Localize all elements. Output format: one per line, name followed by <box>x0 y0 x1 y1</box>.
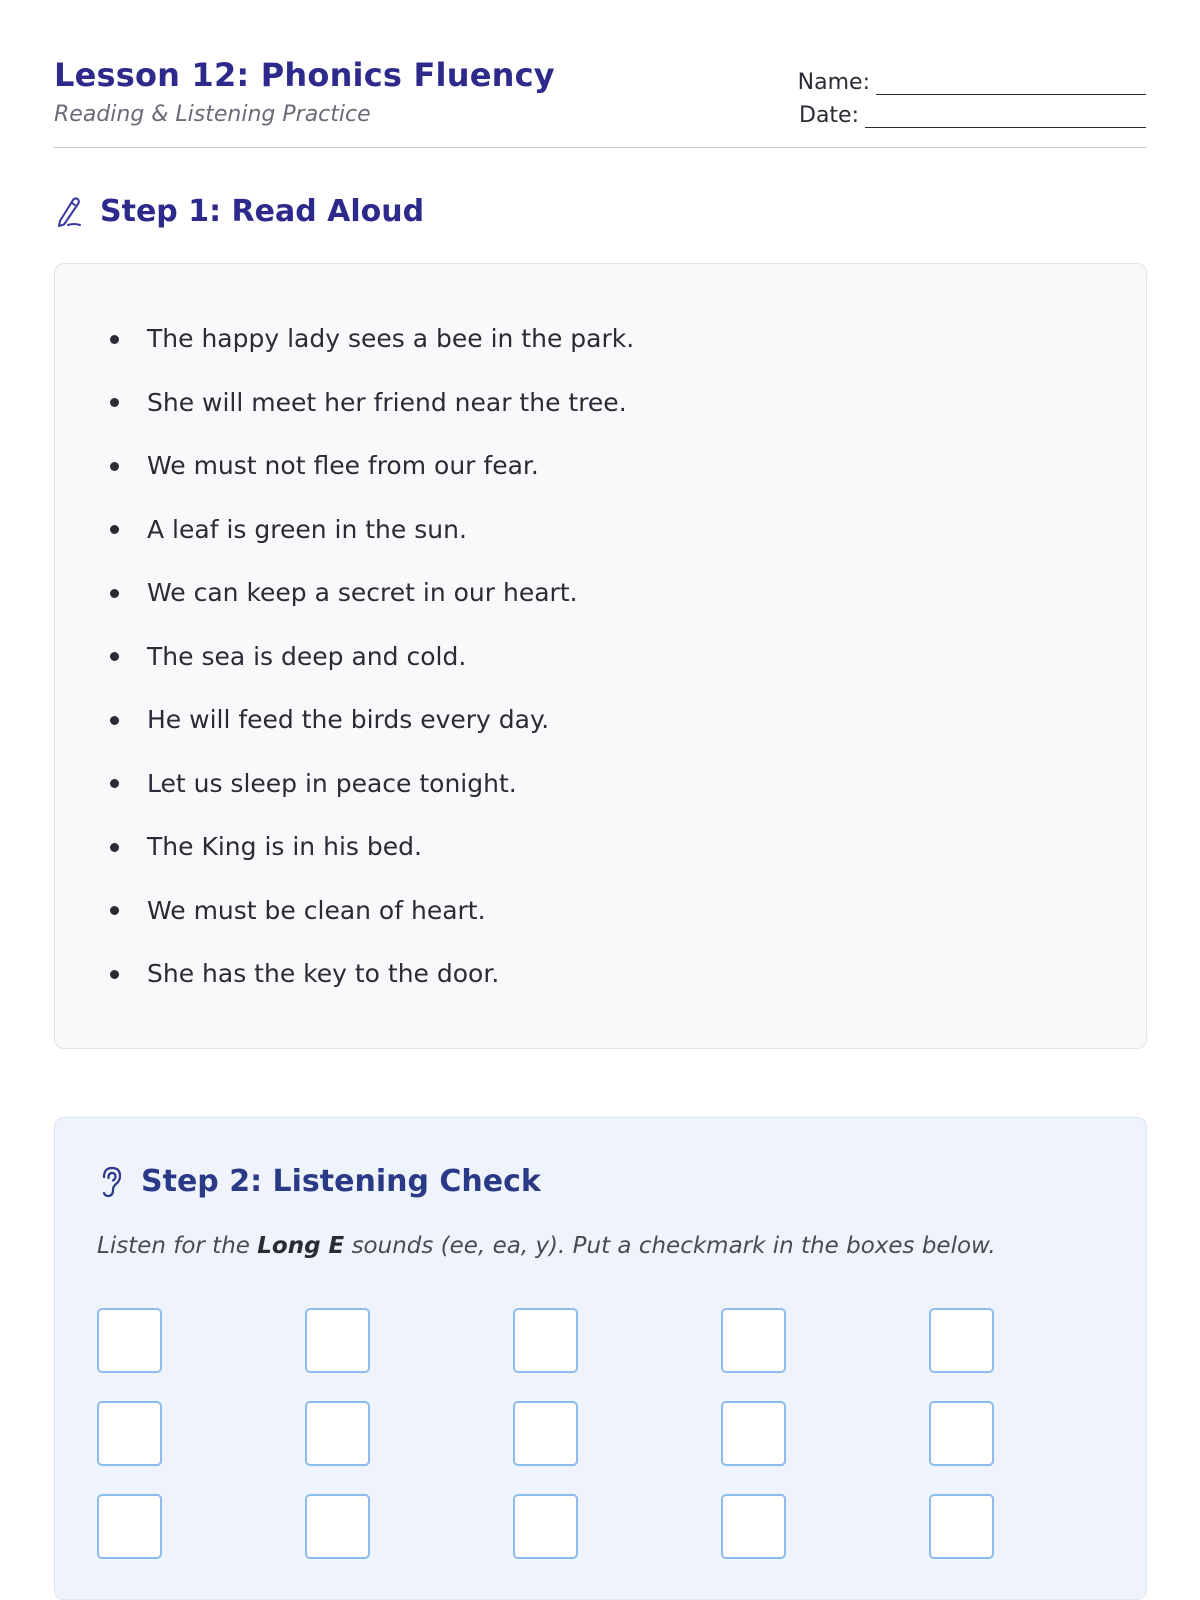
step2-heading <box>97 1164 541 1199</box>
instructions-emphasis: Long E <box>257 1233 345 1259</box>
answer-checkbox[interactable] <box>305 1308 370 1373</box>
bullet-icon <box>110 398 119 407</box>
answer-checkbox[interactable] <box>305 1494 370 1559</box>
answer-checkbox[interactable] <box>513 1308 578 1373</box>
sentence-text: A leaf is green in the sun. <box>147 514 467 544</box>
sentence-text: The King is in his bed. <box>147 832 422 862</box>
sentence-item <box>105 942 634 1006</box>
bullet-icon <box>110 716 119 725</box>
answer-checkbox[interactable] <box>305 1401 370 1466</box>
instructions-text-start: Listen for the <box>97 1233 258 1259</box>
name-field <box>798 70 1146 95</box>
answer-checkbox[interactable] <box>721 1494 786 1559</box>
listening-check-panel <box>54 1117 1147 1600</box>
sentence-text: The happy lady sees a bee in the park. <box>147 324 635 354</box>
answer-checkbox[interactable] <box>721 1401 786 1466</box>
bullet-icon <box>110 652 119 661</box>
date-field <box>799 103 1146 128</box>
sentence-item <box>105 879 634 943</box>
checkbox-grid <box>97 1308 994 1559</box>
bullet-icon <box>110 779 119 788</box>
worksheet-header <box>54 0 1146 148</box>
sentence-text: We can keep a secret in our heart. <box>147 578 578 608</box>
sentence-item <box>105 815 634 879</box>
sentence-text: He will feed the birds every day. <box>147 705 550 735</box>
sentence-list <box>105 307 634 1006</box>
sentence-item <box>105 752 634 816</box>
ear-icon <box>97 1165 125 1199</box>
bullet-icon <box>110 970 119 979</box>
step1-title: Step 1: Read Aloud <box>100 194 425 229</box>
answer-checkbox[interactable] <box>97 1494 162 1559</box>
sentence-text: She has the key to the door. <box>147 959 500 989</box>
instructions-text-end: sounds (ee, ea, y). Put a checkmark in the boxes below. <box>344 1233 996 1259</box>
answer-checkbox[interactable] <box>97 1308 162 1373</box>
bullet-icon <box>110 525 119 534</box>
sentence-text: She will meet her friend near the tree. <box>147 387 627 417</box>
answer-checkbox[interactable] <box>929 1494 994 1559</box>
answer-checkbox[interactable] <box>513 1401 578 1466</box>
sentence-item <box>105 307 634 371</box>
pen-icon <box>54 195 84 229</box>
answer-checkbox[interactable] <box>97 1401 162 1466</box>
listening-instructions <box>97 1233 996 1259</box>
bullet-icon <box>110 843 119 852</box>
step1-heading <box>54 194 424 229</box>
sentence-item <box>105 561 634 625</box>
read-aloud-panel <box>54 263 1147 1049</box>
sentence-item <box>105 371 634 435</box>
name-write-line[interactable] <box>876 73 1146 95</box>
bullet-icon <box>110 589 119 598</box>
page-title: Lesson 12: Phonics Fluency <box>54 56 555 94</box>
sentence-item <box>105 688 634 752</box>
sentence-text: We must not flee from our fear. <box>147 451 539 481</box>
sentence-text: We must be clean of heart. <box>147 895 486 925</box>
bullet-icon <box>110 335 119 344</box>
step2-title: Step 2: Listening Check <box>141 1164 541 1199</box>
sentence-item <box>105 625 634 689</box>
sentence-item <box>105 434 634 498</box>
answer-checkbox[interactable] <box>929 1308 994 1373</box>
date-label: Date: <box>799 103 859 128</box>
name-label: Name: <box>797 70 870 95</box>
page-subtitle: Reading & Listening Practice <box>54 102 371 127</box>
sentence-text: Let us sleep in peace tonight. <box>147 768 517 798</box>
bullet-icon <box>110 462 119 471</box>
sentence-item <box>105 498 634 562</box>
bullet-icon <box>110 906 119 915</box>
sentence-text: The sea is deep and cold. <box>147 641 467 671</box>
answer-checkbox[interactable] <box>513 1494 578 1559</box>
date-write-line[interactable] <box>865 106 1146 128</box>
answer-checkbox[interactable] <box>721 1308 786 1373</box>
answer-checkbox[interactable] <box>929 1401 994 1466</box>
